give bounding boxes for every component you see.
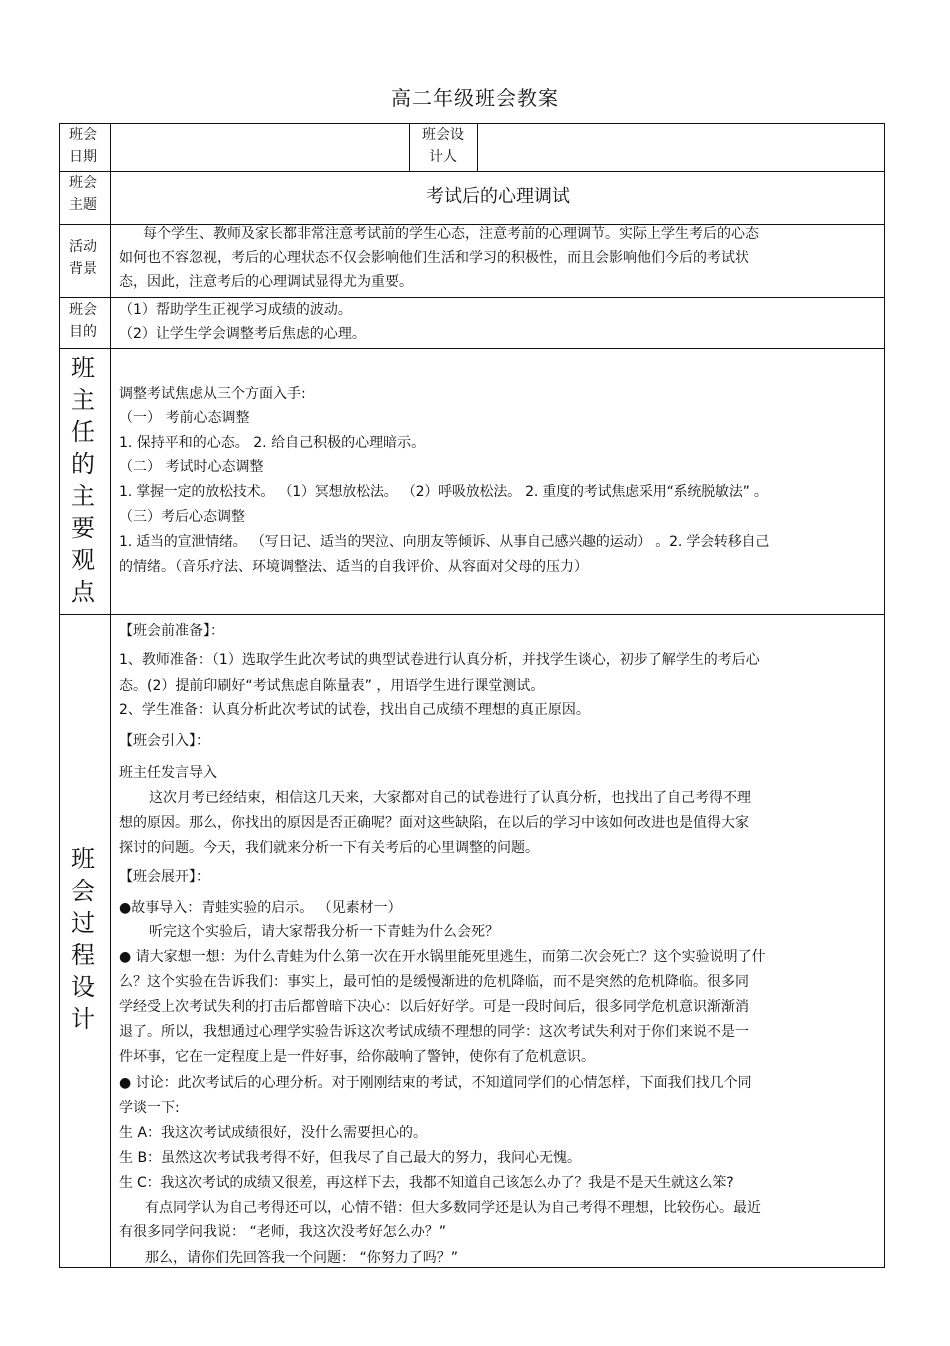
label-theme: 班会 主题	[69, 175, 97, 213]
label-date: 班会 日期	[69, 127, 97, 165]
theme-text: 考试后的心理调试	[426, 186, 570, 207]
page-title: 高二年级班会教案	[391, 86, 559, 110]
label-designer: 班会设 计人	[422, 127, 464, 165]
label-process: 班 会 过 程 设 计	[71, 845, 95, 1033]
label-background: 活动 背景	[69, 239, 97, 277]
label-goal: 班会 目的	[69, 302, 97, 340]
label-views: 班 主 任 的 主 要 观 点	[71, 354, 95, 606]
